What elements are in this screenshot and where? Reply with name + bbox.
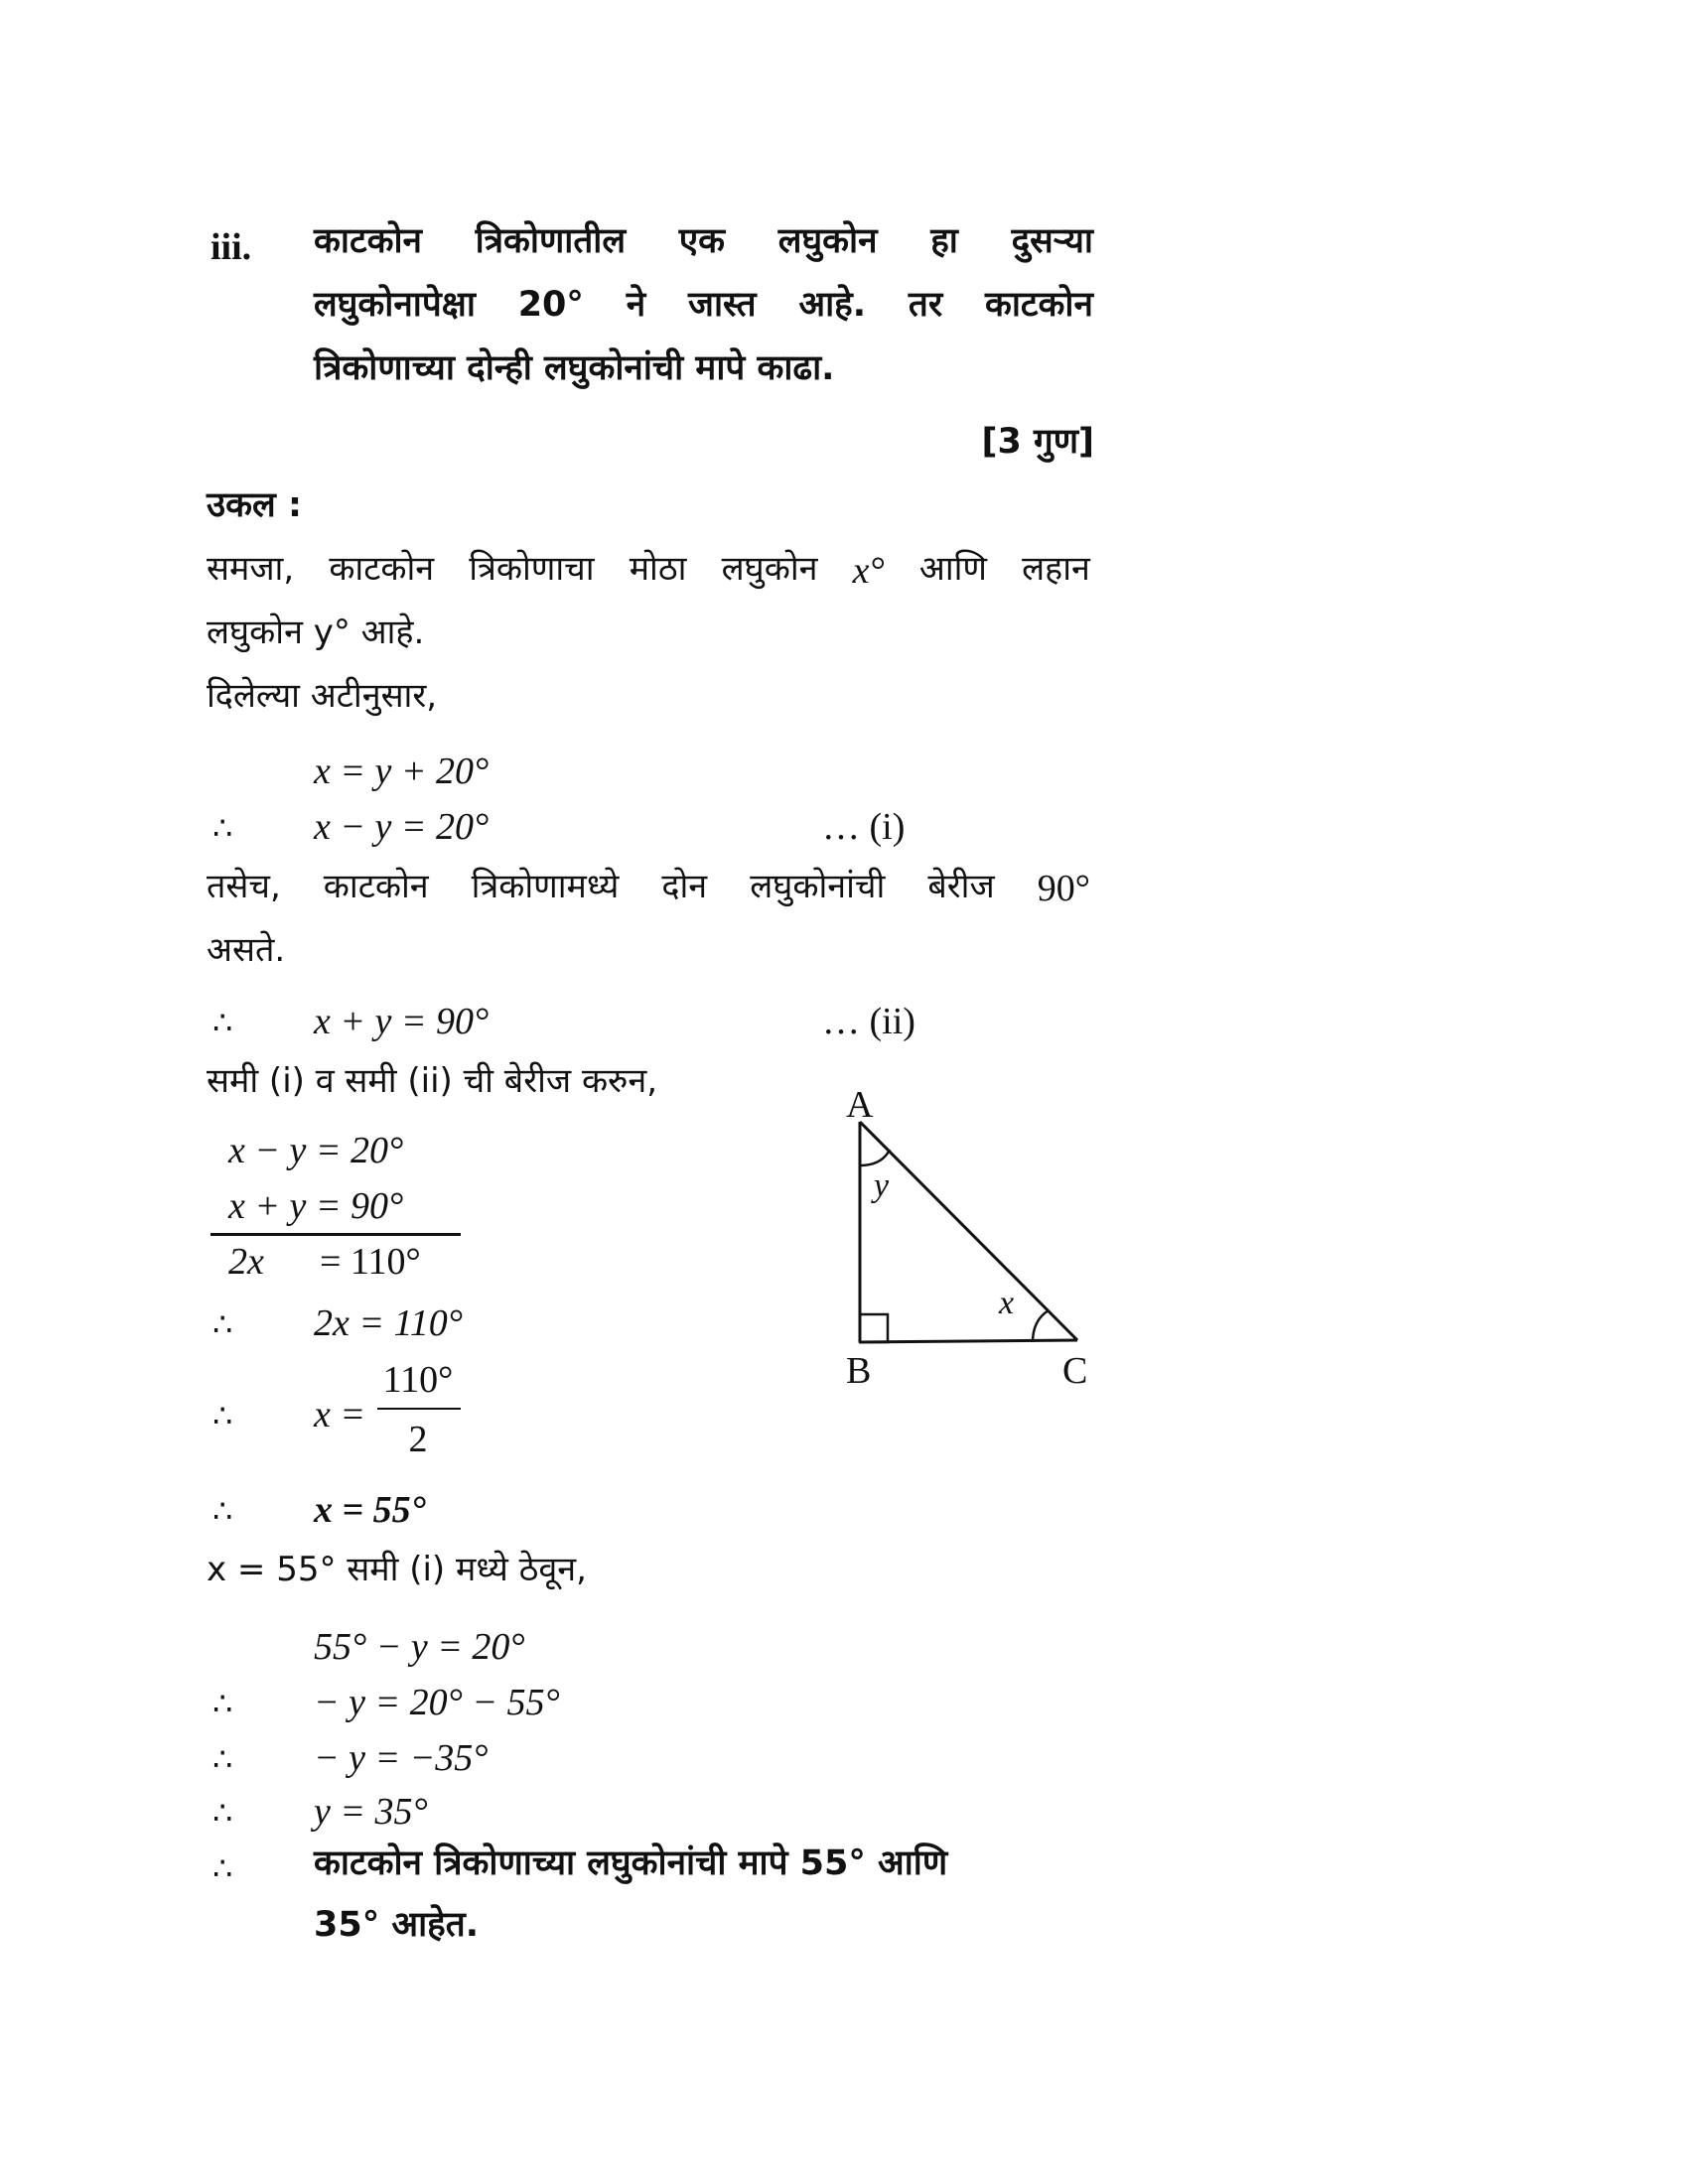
conclusion-line-2: 35° आहेत. [314, 1905, 479, 1945]
word: ने [626, 285, 646, 325]
adding-label: समी (i) व समी (ii) ची बेरीज करुन, [207, 1061, 658, 1101]
marks-label: [3 गुण] [981, 422, 1094, 462]
equation-2x: 2x = 110° [314, 1302, 463, 1344]
fraction-bar [377, 1408, 461, 1410]
given-label: दिलेल्या अटीनुसार, [207, 676, 438, 716]
equation-s1: 55° − y = 20° [314, 1626, 525, 1668]
word: 90° [1037, 868, 1090, 909]
word: x° [852, 550, 885, 592]
word: तर [908, 285, 943, 325]
stack-sum-left: 2x [228, 1241, 264, 1283]
word: मोठा [629, 549, 687, 589]
word: तसेच, [207, 867, 281, 906]
word: दुसऱ्या [1011, 221, 1093, 261]
therefore-icon: ∴ [212, 1685, 233, 1722]
word: काटकोन [984, 285, 1093, 325]
therefore-icon: ∴ [212, 1004, 233, 1041]
right-angle-marker [860, 1314, 888, 1342]
triangle-shape [860, 1122, 1077, 1342]
word: काटकोन [323, 867, 429, 906]
angle-arc-c [1033, 1310, 1049, 1342]
angle-label-y: y [874, 1167, 890, 1204]
word: बेरीज [927, 867, 995, 906]
word: काटकोन [314, 221, 422, 261]
word: काटकोन [329, 549, 435, 589]
equation-s2: − y = 20° − 55° [314, 1682, 560, 1723]
assume-line-2: लघुकोन y° आहे. [207, 613, 425, 652]
also-line-2: असते. [207, 930, 286, 970]
word: त्रिकोणाचा [469, 549, 595, 589]
word: त्रिकोणामध्ये [471, 867, 620, 906]
stack-mid: x + y = 90° [228, 1185, 404, 1227]
word: त्रिकोणातील [475, 221, 627, 261]
also-line-1 [207, 867, 1090, 909]
therefore-icon: ∴ [212, 809, 233, 847]
sum-line [211, 1233, 461, 1236]
therefore-icon: ∴ [212, 1305, 233, 1343]
word: 20° [517, 285, 584, 325]
question-line-3: त्रिकोणाच्या दोन्ही लघुकोनांची मापे काढा. [314, 348, 835, 388]
fraction-denominator: 2 [408, 1419, 428, 1460]
equation-s4: y = 35° [314, 1791, 428, 1833]
word: एक [678, 221, 726, 261]
equation-s3: − y = −35° [314, 1737, 489, 1779]
equation-x55: x = 55° [314, 1489, 426, 1531]
equation-a: x = y + 20° [314, 751, 490, 792]
word: जास्त [687, 285, 757, 325]
question-line-1 [314, 221, 1093, 261]
word: लघुकोनांची [750, 867, 886, 906]
therefore-icon: ∴ [212, 1492, 233, 1530]
word: समजा, [207, 549, 295, 589]
word: आणि [918, 549, 987, 589]
word: दोन [661, 867, 708, 906]
angle-arc-a [860, 1150, 890, 1165]
equation-x-lhs: x = [314, 1394, 366, 1435]
word: लहान [1022, 549, 1090, 589]
vertex-label-c: C [1062, 1350, 1088, 1392]
fraction-numerator: 110° [382, 1359, 454, 1401]
substitute-label: x = 55° समी (i) मध्ये ठेवून, [207, 1550, 587, 1589]
question-number: iii. [211, 226, 252, 268]
word: लघुकोन [721, 549, 818, 589]
vertex-label-a: A [846, 1084, 874, 1126]
equation-ii-tag: … (ii) [822, 1001, 915, 1042]
word: लघुकोन [777, 221, 878, 261]
therefore-icon: ∴ [212, 1794, 233, 1832]
word: हा [930, 221, 958, 261]
equation-ii: x + y = 90° [314, 1001, 490, 1042]
conclusion-line-1: काटकोन त्रिकोणाच्या लघुकोनांची मापे 55° आणि [314, 1843, 948, 1883]
word: लघुकोनापेक्षा [314, 285, 476, 325]
therefore-icon: ∴ [212, 1849, 233, 1887]
question-line-2 [314, 285, 1093, 325]
stack-sum-right: = 110° [320, 1241, 421, 1283]
therefore-icon: ∴ [212, 1740, 233, 1778]
equation-i: x − y = 20° [314, 806, 490, 848]
therefore-icon: ∴ [212, 1397, 233, 1434]
angle-label-x: x [999, 1285, 1015, 1321]
solution-heading: उकल : [207, 485, 302, 525]
vertex-label-b: B [846, 1350, 872, 1392]
stack-top: x − y = 20° [228, 1130, 404, 1171]
equation-i-tag: … (i) [822, 806, 906, 848]
word: आहे. [798, 285, 867, 325]
assume-line-1 [207, 549, 1090, 592]
